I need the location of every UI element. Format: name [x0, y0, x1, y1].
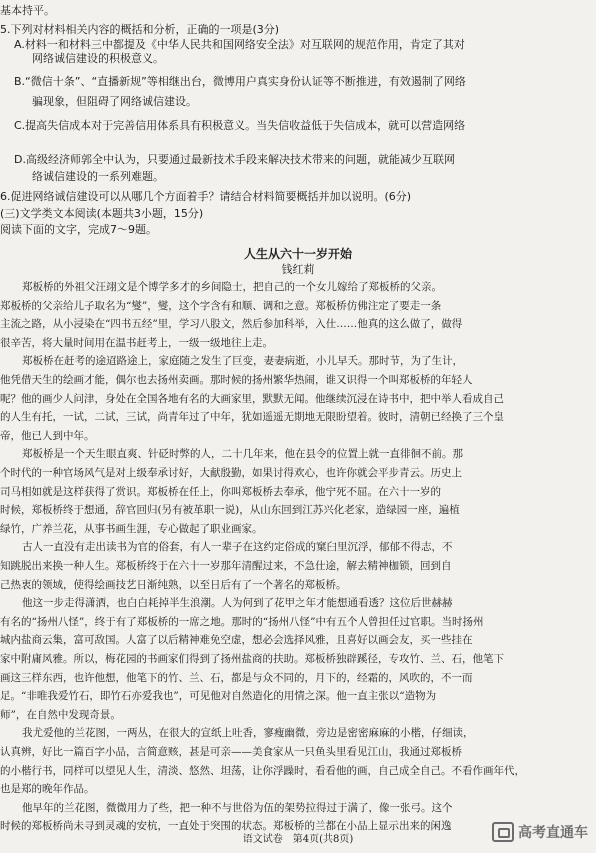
article-line: 郑板桥是一个天生眼直爽、针砭时弊的人，二十几年来，他在县令的位置上就一直徘徊不前。那	[22, 448, 463, 461]
article-line: 他这一步走得潇洒，也白白耗掉半生浪潮。人为何到了花甲之年才能想通看透？这位后世赫赫	[22, 597, 453, 610]
watermark-text: 高考直通车	[518, 825, 588, 841]
article-line: 郑板桥在赶考的途迢路途上，家庭随之发生了巨变，妻妻病逝，小儿早夭。那时节，为了生计，	[22, 355, 463, 368]
q5-option-a: A.材料一和材料三中都提及《中华人民共和国网络安全法》对互联网的规范作用，肯定了其对	[14, 38, 465, 51]
article-line: 很辛苦，将大量时间用在温书赶考上，一级一级地往上走。	[0, 336, 273, 349]
article-line: 画这三样东西，也许他想，他笔下的竹、兰、石，都是与众不同的，月下的，经霜的，风吹的，不一而	[0, 671, 473, 684]
article-line: 绿竹，广养兰花，从事书画生涯，专心做起了职业画家。	[0, 522, 263, 535]
top-fragment: 基本持平。	[0, 4, 55, 17]
article-line: 帝，他已人到中年。	[0, 429, 95, 442]
article-line: 知跳脱出来换一种人生。郑板桥终于在六十一岁那年清醒过来，不急仕途，解去精神枷锁，回到自	[0, 560, 452, 572]
article-line: 司马相如就是这样获得了赏识。郑板桥在任上，你叫郑板桥去奉承，他宁死不屈。在六十一岁的	[0, 485, 441, 498]
article-line: 认真辨，好比一篇百字小品，言简意赅，甚是可亲——美食家从一只鱼头里看见江山，我通过郑板桥	[0, 746, 462, 758]
q5-option-d-cont: 络诚信建设的一系列难题。	[32, 170, 164, 183]
article-line: 时候，郑板桥终于想通，辞官回归(另有被革职一说)，从山东回到江苏兴化老家，造绿园一座，遍植	[0, 504, 460, 517]
article-line: 的小楷行书，同样可以望见人生，清淡、悠然、坦荡，让你浮躁时，看看他的画，自己成全自己。不看作画年代，	[0, 764, 525, 777]
article-line: 城内盐商云集，富可敌国。人富了以后精神难免空虚，想必会选择风雅，且喜好以画会友，买一些挂在	[0, 634, 473, 647]
article-line: 郑板桥的外祖父汪翊文是个博学多才的乡间隐士，把自己的一个女儿嫁给了郑板桥的父亲。	[22, 281, 442, 293]
article-line: 他早年的兰花图，微微用力了些，把一种不与世俗为伍的架势拉得过于满了，像一张弓。这个	[22, 801, 453, 814]
article-line: 师”，在自然中发现奇景。	[0, 708, 121, 721]
article-line: 他凭借天生的绘画才能，偶尔也去扬州卖画。那时候的扬州繁华热闹，谁又识得一个叫郑板桥的年轻人	[0, 374, 473, 386]
article-author: 钱红莉	[281, 263, 315, 276]
q5-option-d: D.高级经济师郭全中认为，只要通过最新技术手段来解决技术带来的问题，就能减少互联网	[14, 153, 455, 166]
q5-option-a-cont: 网络诚信建设的积极意义。	[32, 52, 164, 65]
article-line: 有名的“扬州八怪”，终于有了郑板桥的一席之地。那时的“扬州八怪”中有五个人曾担任过官职。当时扬州	[0, 615, 484, 628]
watermark	[492, 822, 588, 842]
article-line: 的人生有托，一试，二试，三试，尚青年过了中年，犹如遥遥无期地无限盼望着。彼时，清朝已经换了三个皇	[0, 411, 504, 424]
article-line: 时候的郑板桥尚未寻到灵魂的安杭，一直处于突围的状态。郑板桥的兰都在小品上显示出来的闲逸	[0, 820, 452, 833]
article-line: 郑板桥的父亲给儿子取名为“燮”，燮，这个字含有和顺、调和之意。郑板桥仿佛注定了要走一条	[0, 299, 442, 312]
q5-option-b-cont: 骗现象，但阻碍了网络诚信建设。	[32, 95, 197, 108]
question-6: 6.促进网络诚信建设可以从哪几个方面着手？请结合材料简要概括并加以说明。(6分)	[0, 190, 412, 203]
article-line: 也是郑的晚年作品。	[0, 783, 95, 796]
article-line: 足。“非唯我爱竹石，即竹石亦爱我也”，可见他对自然造化的用情之深。他一直主张以“造物为	[0, 690, 437, 703]
article-line: 个时代的一种官场风气是对上级奉承讨好，大献殷勤，如果讨得欢心，也许你就会平步青云。历史上	[0, 467, 462, 479]
article-line: 主流之路，从小浸染在“四书五经”里，学习八股文，然后参加科举，入仕……他真的这么做了，做得	[0, 318, 463, 331]
question-5-stem: 5.下列对材料相关内容的概括和分析，正确的一项是(3分)	[0, 23, 280, 36]
article-line: 古人一直没有走出读书为官的俗套，有人一辈子在这约定俗成的窠臼里沉浮，郁郁不得志，不	[22, 541, 453, 554]
article-title: 人生从六十一岁开始	[243, 247, 352, 261]
watermark-logo-icon	[492, 822, 514, 842]
article-line: 我尤爱他的兰花图，一两丛，在很大的宣纸上吐香，寥瘦幽微，旁边是密密麻麻的小楷，仔细读，	[22, 727, 474, 740]
page-footer: 语文试卷 第4页(共8页)	[242, 834, 354, 845]
q5-option-b: B.“微信十条”、“直播新规”等相继出台，微博用户真实身份认证等不断推进，有效遏制了网络	[14, 75, 466, 88]
q5-option-c: C.提高失信成本对于完善信用体系具有积极意义。当失信收益低于失信成本，就可以营造网络	[14, 119, 466, 132]
article-line: 呢？他的画少人问津，身处在全国各地有名的大画家里，默默无闻。他继续沉浸在诗书中，把中举人看成自己	[0, 392, 504, 405]
article-line: 家中附庸风雅。所以，梅花园的书画家们得到了扬州盐商的扶助。郑板桥独辟蹊径，专攻竹、兰、石，他笔下	[0, 653, 504, 665]
article-line: 己热衷的领域，使得绘画技艺日渐纯熟，以至日后有了一个著名的郑板桥。	[0, 578, 347, 591]
section-3-heading: (三)文学类文本阅读(本题共3小题，15分)	[0, 207, 204, 220]
reading-instruction: 阅读下面的文字，完成7～9题。	[0, 223, 157, 236]
